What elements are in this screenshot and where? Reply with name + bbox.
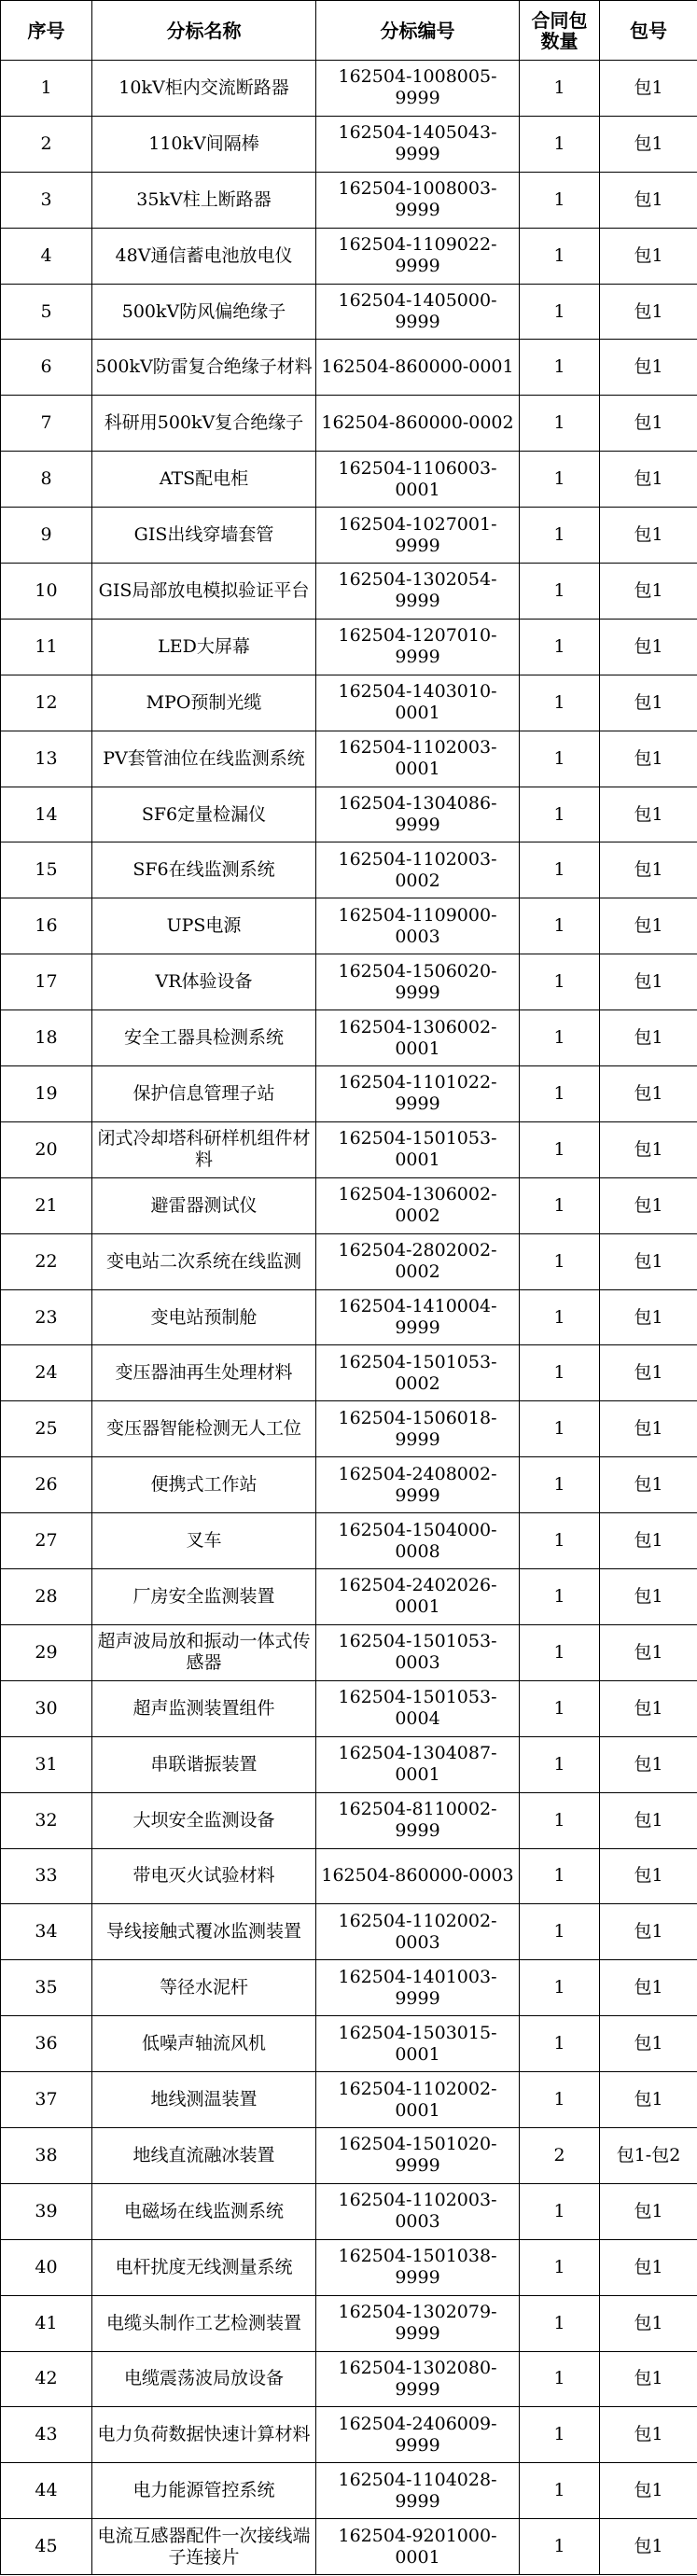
table-row <box>1 1121 697 1177</box>
serial-number-cell: 6 <box>1 340 92 396</box>
table-row <box>1 1904 697 1960</box>
section-name-cell: 地线直流融冰装置 <box>92 2127 316 2183</box>
table-row <box>1 1401 697 1457</box>
section-code-cell: 162504-1027001-9999 <box>316 508 520 564</box>
section-name-cell: 变电站预制舱 <box>92 1289 316 1345</box>
package-number-cell: 包1 <box>600 228 697 284</box>
table-row <box>1 842 697 898</box>
serial-number-cell: 10 <box>1 564 92 620</box>
package-count-cell: 1 <box>520 2072 600 2128</box>
package-number-cell: 包1 <box>600 1960 697 2016</box>
package-count-cell: 1 <box>520 2239 600 2295</box>
section-name-cell: 便携式工作站 <box>92 1457 316 1513</box>
section-name-cell: 电流互感器配件一次接线端子连接片 <box>92 2519 316 2575</box>
serial-number-cell: 20 <box>1 1121 92 1177</box>
package-number-cell: 包1 <box>600 1066 697 1122</box>
section-code-cell: 162504-1304087-0001 <box>316 1736 520 1792</box>
section-name-cell: 低噪声轴流风机 <box>92 2016 316 2072</box>
section-name-cell: 超声波局放和振动一体式传感器 <box>92 1624 316 1680</box>
serial-number-cell: 41 <box>1 2295 92 2351</box>
package-number-cell: 包1 <box>600 1177 697 1233</box>
package-number-cell: 包1 <box>600 1345 697 1401</box>
package-number-cell: 包1 <box>600 619 697 675</box>
header-row <box>1 1 697 61</box>
serial-number-cell: 17 <box>1 954 92 1010</box>
table-row <box>1 508 697 564</box>
package-number-cell: 包1 <box>600 954 697 1010</box>
table-row <box>1 2407 697 2463</box>
section-code-cell: 162504-1405043-9999 <box>316 116 520 172</box>
package-count-cell: 1 <box>520 1736 600 1792</box>
serial-number-cell: 44 <box>1 2463 92 2519</box>
package-number-cell: 包1 <box>600 1569 697 1625</box>
section-name-cell: 超声监测装置组件 <box>92 1680 316 1736</box>
serial-number-cell: 29 <box>1 1624 92 1680</box>
section-name-cell: ATS配电柜 <box>92 452 316 508</box>
header-section-code: 分标编号 <box>316 1 520 61</box>
header-package-number: 包号 <box>600 1 697 61</box>
section-name-cell: 闭式冷却塔科研样机组件材料 <box>92 1121 316 1177</box>
serial-number-cell: 14 <box>1 787 92 842</box>
package-count-cell: 1 <box>520 954 600 1010</box>
section-code-cell: 162504-1403010-0001 <box>316 675 520 731</box>
section-name-cell: 电缆震荡波局放设备 <box>92 2351 316 2407</box>
table-row <box>1 1736 697 1792</box>
table-row <box>1 1513 697 1569</box>
package-number-cell: 包1 <box>600 172 697 228</box>
section-code-cell: 162504-1109000-0003 <box>316 898 520 954</box>
section-name-cell: 厂房安全监测装置 <box>92 1569 316 1625</box>
table-row <box>1 396 697 452</box>
package-count-cell: 1 <box>520 2351 600 2407</box>
serial-number-cell: 4 <box>1 228 92 284</box>
section-code-cell: 162504-1504000-0008 <box>316 1513 520 1569</box>
package-count-cell: 1 <box>520 1680 600 1736</box>
section-code-cell: 162504-1102003-0001 <box>316 731 520 787</box>
section-name-cell: 110kV间隔棒 <box>92 116 316 172</box>
package-number-cell: 包1 <box>600 1513 697 1569</box>
section-code-cell: 162504-1506018-9999 <box>316 1401 520 1457</box>
table-row <box>1 1960 697 2016</box>
serial-number-cell: 42 <box>1 2351 92 2407</box>
section-code-cell: 162504-1501053-0003 <box>316 1624 520 1680</box>
package-count-cell: 1 <box>520 842 600 898</box>
serial-number-cell: 16 <box>1 898 92 954</box>
section-name-cell: 等径水泥杆 <box>92 1960 316 2016</box>
package-number-cell: 包1 <box>600 2519 697 2575</box>
section-code-cell: 162504-1102003-0003 <box>316 2183 520 2239</box>
package-number-cell: 包1 <box>600 1736 697 1792</box>
section-name-cell: 48V通信蓄电池放电仪 <box>92 228 316 284</box>
table-row <box>1 1624 697 1680</box>
section-name-cell: 电磁场在线监测系统 <box>92 2183 316 2239</box>
package-number-cell: 包1 <box>600 842 697 898</box>
package-count-cell: 1 <box>520 1569 600 1625</box>
package-count-cell: 1 <box>520 564 600 620</box>
serial-number-cell: 19 <box>1 1066 92 1122</box>
serial-number-cell: 35 <box>1 1960 92 2016</box>
section-code-cell: 162504-2406009-9999 <box>316 2407 520 2463</box>
serial-number-cell: 7 <box>1 396 92 452</box>
table-row <box>1 116 697 172</box>
package-number-cell: 包1 <box>600 1624 697 1680</box>
table-row <box>1 2183 697 2239</box>
section-name-cell: 导线接触式覆冰监测装置 <box>92 1904 316 1960</box>
package-count-cell: 1 <box>520 228 600 284</box>
package-count-cell: 1 <box>520 2016 600 2072</box>
table-row <box>1 1066 697 1122</box>
section-code-cell: 162504-1306002-0002 <box>316 1177 520 1233</box>
section-name-cell: 避雷器测试仪 <box>92 1177 316 1233</box>
package-count-cell: 1 <box>520 1457 600 1513</box>
serial-number-cell: 45 <box>1 2519 92 2575</box>
section-code-cell: 162504-1501053-0001 <box>316 1121 520 1177</box>
serial-number-cell: 37 <box>1 2072 92 2128</box>
serial-number-cell: 25 <box>1 1401 92 1457</box>
package-count-cell: 1 <box>520 1904 600 1960</box>
package-count-cell: 1 <box>520 284 600 340</box>
serial-number-cell: 2 <box>1 116 92 172</box>
table-row <box>1 284 697 340</box>
package-number-cell: 包1 <box>600 61 697 117</box>
package-number-cell: 包1 <box>600 1289 697 1345</box>
serial-number-cell: 27 <box>1 1513 92 1569</box>
package-count-cell: 1 <box>520 1066 600 1122</box>
section-name-cell: 大坝安全监测设备 <box>92 1792 316 1848</box>
table-row <box>1 1345 697 1401</box>
serial-number-cell: 15 <box>1 842 92 898</box>
table-row <box>1 2072 697 2128</box>
package-number-cell: 包1 <box>600 1401 697 1457</box>
package-number-cell: 包1 <box>600 2407 697 2463</box>
section-name-cell: 电杆扰度无线测量系统 <box>92 2239 316 2295</box>
serial-number-cell: 32 <box>1 1792 92 1848</box>
package-number-cell: 包1 <box>600 452 697 508</box>
section-code-cell: 162504-1304086-9999 <box>316 787 520 842</box>
package-count-cell: 1 <box>520 787 600 842</box>
package-count-cell: 1 <box>520 340 600 396</box>
package-number-cell: 包1 <box>600 396 697 452</box>
header-serial-number: 序号 <box>1 1 92 61</box>
package-count-cell: 1 <box>520 731 600 787</box>
section-name-cell: GIS出线穿墙套管 <box>92 508 316 564</box>
table-row <box>1 731 697 787</box>
table-row <box>1 228 697 284</box>
package-number-cell: 包1 <box>600 1680 697 1736</box>
section-code-cell: 162504-1501053-0002 <box>316 1345 520 1401</box>
section-code-cell: 162504-1501020-9999 <box>316 2127 520 2183</box>
package-number-cell: 包1 <box>600 1121 697 1177</box>
section-code-cell: 162504-1501053-0004 <box>316 1680 520 1736</box>
table-row <box>1 172 697 228</box>
table-row <box>1 340 697 396</box>
package-number-cell: 包1 <box>600 340 697 396</box>
package-count-cell: 1 <box>520 1624 600 1680</box>
section-code-cell: 162504-1102003-0002 <box>316 842 520 898</box>
package-count-cell: 1 <box>520 396 600 452</box>
package-number-cell: 包1 <box>600 564 697 620</box>
section-code-cell: 162504-1008005-9999 <box>316 61 520 117</box>
serial-number-cell: 26 <box>1 1457 92 1513</box>
table-row <box>1 675 697 731</box>
section-name-cell: 变压器智能检测无人工位 <box>92 1401 316 1457</box>
section-name-cell: 35kV柱上断路器 <box>92 172 316 228</box>
table-row <box>1 2239 697 2295</box>
serial-number-cell: 38 <box>1 2127 92 2183</box>
package-count-cell: 1 <box>520 1345 600 1401</box>
table-row <box>1 2519 697 2575</box>
section-name-cell: 串联谐振装置 <box>92 1736 316 1792</box>
package-number-cell: 包1 <box>600 731 697 787</box>
serial-number-cell: 5 <box>1 284 92 340</box>
serial-number-cell: 22 <box>1 1233 92 1289</box>
table-row <box>1 1289 697 1345</box>
section-code-cell: 162504-1106003-0001 <box>316 452 520 508</box>
package-number-cell: 包1 <box>600 2463 697 2519</box>
section-name-cell: VR体验设备 <box>92 954 316 1010</box>
package-count-cell: 1 <box>520 2463 600 2519</box>
package-count-cell: 1 <box>520 898 600 954</box>
serial-number-cell: 39 <box>1 2183 92 2239</box>
table-row <box>1 1848 697 1904</box>
package-number-cell: 包1 <box>600 1792 697 1848</box>
section-name-cell: 保护信息管理子站 <box>92 1066 316 1122</box>
serial-number-cell: 34 <box>1 1904 92 1960</box>
section-name-cell: 安全工器具检测系统 <box>92 1010 316 1066</box>
package-count-cell: 1 <box>520 1792 600 1848</box>
package-number-cell: 包1 <box>600 116 697 172</box>
section-code-cell: 162504-1302054-9999 <box>316 564 520 620</box>
serial-number-cell: 9 <box>1 508 92 564</box>
table-row <box>1 2016 697 2072</box>
section-code-cell: 162504-1410004-9999 <box>316 1289 520 1345</box>
package-count-cell: 1 <box>520 1960 600 2016</box>
serial-number-cell: 18 <box>1 1010 92 1066</box>
package-count-cell: 1 <box>520 1177 600 1233</box>
package-count-cell: 1 <box>520 1121 600 1177</box>
serial-number-cell: 21 <box>1 1177 92 1233</box>
section-code-cell: 162504-1109022-9999 <box>316 228 520 284</box>
package-number-cell: 包1 <box>600 2183 697 2239</box>
package-number-cell: 包1 <box>600 787 697 842</box>
section-code-cell: 162504-1207010-9999 <box>316 619 520 675</box>
section-name-cell: GIS局部放电模拟验证平台 <box>92 564 316 620</box>
section-name-cell: 变压器油再生处理材料 <box>92 1345 316 1401</box>
table-row <box>1 1792 697 1848</box>
section-name-cell: 地线测温装置 <box>92 2072 316 2128</box>
section-code-cell: 162504-1102002-0001 <box>316 2072 520 2128</box>
package-number-cell: 包1 <box>600 1010 697 1066</box>
serial-number-cell: 43 <box>1 2407 92 2463</box>
package-number-cell: 包1 <box>600 2239 697 2295</box>
package-count-cell: 1 <box>520 116 600 172</box>
table-row <box>1 2351 697 2407</box>
table-row <box>1 619 697 675</box>
section-code-cell: 162504-1302079-9999 <box>316 2295 520 2351</box>
section-name-cell: PV套管油位在线监测系统 <box>92 731 316 787</box>
package-count-cell: 1 <box>520 1010 600 1066</box>
section-name-cell: MPO预制光缆 <box>92 675 316 731</box>
serial-number-cell: 30 <box>1 1680 92 1736</box>
section-name-cell: UPS电源 <box>92 898 316 954</box>
package-count-cell: 1 <box>520 1289 600 1345</box>
serial-number-cell: 3 <box>1 172 92 228</box>
table-body <box>1 61 697 2575</box>
package-count-cell: 1 <box>520 1401 600 1457</box>
package-count-cell: 1 <box>520 1233 600 1289</box>
section-code-cell: 162504-860000-0001 <box>316 340 520 396</box>
table-row <box>1 2127 697 2183</box>
package-count-cell: 1 <box>520 2183 600 2239</box>
section-code-cell: 162504-1101022-9999 <box>316 1066 520 1122</box>
section-code-cell: 162504-860000-0002 <box>316 396 520 452</box>
serial-number-cell: 31 <box>1 1736 92 1792</box>
serial-number-cell: 13 <box>1 731 92 787</box>
serial-number-cell: 23 <box>1 1289 92 1345</box>
package-count-cell: 1 <box>520 2407 600 2463</box>
table-row <box>1 2295 697 2351</box>
section-code-cell: 162504-1104028-9999 <box>316 2463 520 2519</box>
package-number-cell: 包1 <box>600 1457 697 1513</box>
section-code-cell: 162504-1506020-9999 <box>316 954 520 1010</box>
section-name-cell: 500kV防雷复合绝缘子材料 <box>92 340 316 396</box>
section-code-cell: 162504-1306002-0001 <box>316 1010 520 1066</box>
table-row <box>1 787 697 842</box>
section-code-cell: 162504-1102002-0003 <box>316 1904 520 1960</box>
package-count-cell: 1 <box>520 2295 600 2351</box>
table-row <box>1 1233 697 1289</box>
package-number-cell: 包1 <box>600 2016 697 2072</box>
section-name-cell: SF6定量检漏仪 <box>92 787 316 842</box>
table-row <box>1 898 697 954</box>
section-code-cell: 162504-9201000-0001 <box>316 2519 520 2575</box>
table-row <box>1 1457 697 1513</box>
section-code-cell: 162504-860000-0003 <box>316 1848 520 1904</box>
package-count-cell: 1 <box>520 508 600 564</box>
table-row <box>1 1010 697 1066</box>
section-code-cell: 162504-8110002-9999 <box>316 1792 520 1848</box>
table-row <box>1 452 697 508</box>
serial-number-cell: 36 <box>1 2016 92 2072</box>
table-row <box>1 564 697 620</box>
package-number-cell: 包1 <box>600 1904 697 1960</box>
package-count-cell: 2 <box>520 2127 600 2183</box>
section-name-cell: 10kV柜内交流断路器 <box>92 61 316 117</box>
table-row <box>1 1177 697 1233</box>
header-section-name: 分标名称 <box>92 1 316 61</box>
section-code-cell: 162504-1405000-9999 <box>316 284 520 340</box>
section-code-cell: 162504-2408002-9999 <box>316 1457 520 1513</box>
serial-number-cell: 40 <box>1 2239 92 2295</box>
section-name-cell: 叉车 <box>92 1513 316 1569</box>
package-count-cell: 1 <box>520 2519 600 2575</box>
package-number-cell: 包1-包2 <box>600 2127 697 2183</box>
serial-number-cell: 8 <box>1 452 92 508</box>
package-count-cell: 1 <box>520 452 600 508</box>
section-code-cell: 162504-2402026-0001 <box>316 1569 520 1625</box>
section-name-cell: 电力能源管控系统 <box>92 2463 316 2519</box>
section-name-cell: 电缆头制作工艺检测装置 <box>92 2295 316 2351</box>
package-number-cell: 包1 <box>600 1848 697 1904</box>
package-count-cell: 1 <box>520 619 600 675</box>
package-count-cell: 1 <box>520 61 600 117</box>
table-header <box>1 1 697 61</box>
package-count-cell: 1 <box>520 1848 600 1904</box>
package-number-cell: 包1 <box>600 2351 697 2407</box>
header-contract-package-count: 合同包数量 <box>520 1 600 61</box>
package-count-cell: 1 <box>520 675 600 731</box>
section-name-cell: 电力负荷数据快速计算材料 <box>92 2407 316 2463</box>
serial-number-cell: 12 <box>1 675 92 731</box>
section-code-cell: 162504-2802002-0002 <box>316 1233 520 1289</box>
section-name-cell: LED大屏幕 <box>92 619 316 675</box>
serial-number-cell: 1 <box>1 61 92 117</box>
serial-number-cell: 28 <box>1 1569 92 1625</box>
section-name-cell: SF6在线监测系统 <box>92 842 316 898</box>
table-row <box>1 2463 697 2519</box>
section-code-cell: 162504-1302080-9999 <box>316 2351 520 2407</box>
package-number-cell: 包1 <box>600 2295 697 2351</box>
table-row <box>1 1680 697 1736</box>
table-row <box>1 61 697 117</box>
section-name-cell: 500kV防风偏绝缘子 <box>92 284 316 340</box>
section-name-cell: 科研用500kV复合绝缘子 <box>92 396 316 452</box>
serial-number-cell: 24 <box>1 1345 92 1401</box>
section-code-cell: 162504-1503015-0001 <box>316 2016 520 2072</box>
section-code-cell: 162504-1501038-9999 <box>316 2239 520 2295</box>
package-number-cell: 包1 <box>600 508 697 564</box>
serial-number-cell: 33 <box>1 1848 92 1904</box>
package-number-cell: 包1 <box>600 1233 697 1289</box>
section-name-cell: 变电站二次系统在线监测 <box>92 1233 316 1289</box>
package-number-cell: 包1 <box>600 2072 697 2128</box>
package-number-cell: 包1 <box>600 898 697 954</box>
section-name-cell: 带电灭火试验材料 <box>92 1848 316 1904</box>
section-code-cell: 162504-1008003-9999 <box>316 172 520 228</box>
package-number-cell: 包1 <box>600 284 697 340</box>
serial-number-cell: 11 <box>1 619 92 675</box>
package-number-cell: 包1 <box>600 675 697 731</box>
table-row <box>1 1569 697 1625</box>
section-code-cell: 162504-1401003-9999 <box>316 1960 520 2016</box>
package-count-cell: 1 <box>520 172 600 228</box>
package-count-cell: 1 <box>520 1513 600 1569</box>
table-row <box>1 954 697 1010</box>
